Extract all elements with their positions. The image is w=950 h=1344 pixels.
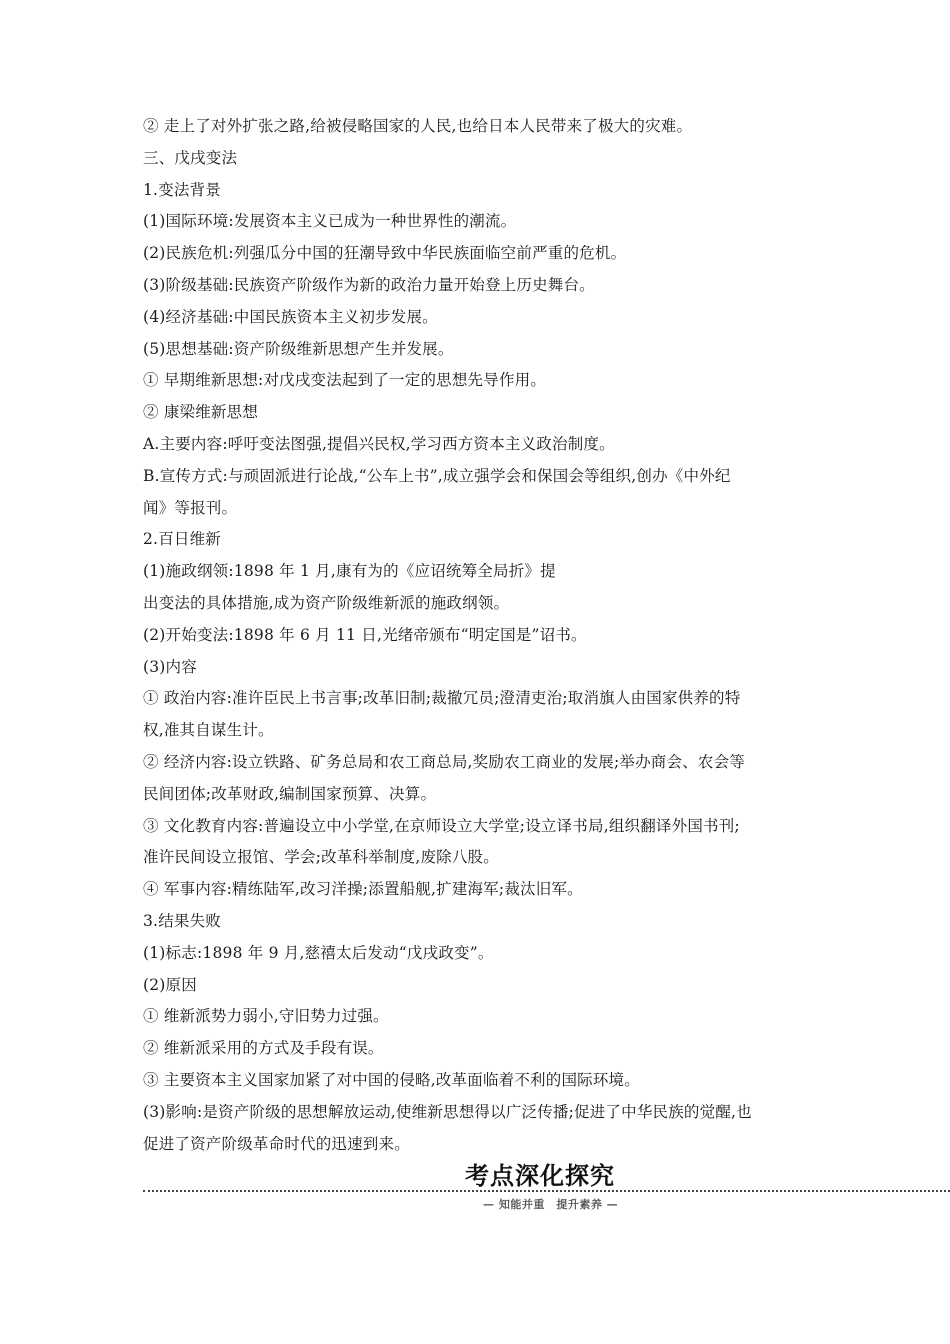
dotted-divider (143, 1190, 950, 1192)
text-line: 民间团体;改革财政,编制国家预算、决算。 (143, 784, 437, 803)
text-line: (2)民族危机:列强瓜分中国的狂潮导致中华民族面临空前严重的危机。 (143, 244, 627, 263)
section-banner (143, 1156, 950, 1216)
text-line: 出变法的具体措施,成为资产阶级维新派的施政纲领。 (143, 593, 510, 612)
text-line: (2)开始变法:1898 年 6 月 11 日,光绪帝颁布“明定国是”诏书。 (143, 625, 587, 644)
text-line: (3)阶级基础:民族资产阶级作为新的政治力量开始登上历史舞台。 (143, 275, 595, 294)
text-line: 促进了资产阶级革命时代的迅速到来。 (143, 1134, 410, 1153)
text-line: A.主要内容:呼吁变法图强,提倡兴民权,学习西方资本主义政治制度。 (143, 434, 615, 453)
text-line: ② 走上了对外扩张之路,给被侵略国家的人民,也给日本人民带来了极大的灾难。 (143, 117, 693, 135)
banner-subtitle: — 知能并重 提升素养 — (483, 1198, 619, 1211)
text-line: 权,准其自谋生计。 (143, 721, 274, 740)
text-line: B.宣传方式:与顽固派进行论战,“公车上书”,成立强学会和保国会等组织,创办《中外纪 (143, 466, 731, 485)
document-body (143, 111, 811, 1160)
section-heading: 三、戊戌变法 (143, 148, 238, 167)
text-line: 闻》等报刊。 (143, 498, 238, 517)
text-line: ③ 主要资本主义国家加紧了对中国的侵略,改革面临着不利的国际环境。 (143, 1070, 640, 1089)
text-line: ② 维新派采用的方式及手段有误。 (143, 1039, 384, 1058)
subsection-heading: 1.变法背景 (143, 180, 221, 199)
text-line: (1)施政纲领:1898 年 1 月,康有为的《应诏统筹全局折》提 (143, 562, 556, 581)
text-line: (2)原因 (143, 975, 197, 994)
text-line: (5)思想基础:资产阶级维新思想产生并发展。 (143, 339, 454, 358)
text-line: (1)国际环境:发展资本主义已成为一种世界性的潮流。 (143, 212, 517, 231)
subsection-heading: 3.结果失败 (143, 911, 221, 930)
text-line: ① 维新派势力弱小,守旧势力过强。 (143, 1007, 389, 1026)
text-line: (4)经济基础:中国民族资本主义初步发展。 (143, 307, 438, 326)
text-line: ② 经济内容:设立铁路、矿务总局和农工商总局,奖励农工商业的发展;举办商会、农会等 (143, 752, 746, 771)
text-line: ④ 军事内容:精练陆军,改习洋操;添置船舰,扩建海军;裁汰旧军。 (143, 880, 583, 899)
text-line: (3)内容 (143, 657, 197, 676)
text-line: ② 康梁维新思想 (143, 403, 259, 422)
text-line: 准许民间设立报馆、学会;改革科举制度,废除八股。 (143, 848, 499, 867)
text-line: ③ 文化教育内容:普遍设立中小学堂,在京师设立大学堂;设立译书局,组织翻译外国书刊; (143, 816, 740, 835)
subsection-heading: 2.百日维新 (143, 530, 221, 549)
text-line: (3)影响:是资产阶级的思想解放运动,使维新思想得以广泛传播;促进了中华民族的觉醒,也 (143, 1102, 752, 1121)
text-line: ① 政治内容:准许臣民上书言事;改革旧制;裁撤冗员;澄清吏治;取消旗人由国家供养的特 (143, 689, 741, 708)
text-line: ① 早期维新思想:对戊戌变法起到了一定的思想先导作用。 (143, 371, 547, 390)
banner-title: 考点深化探究 (465, 1162, 615, 1190)
text-line: (1)标志:1898 年 9 月,慈禧太后发动“戊戌政变”。 (143, 943, 494, 962)
